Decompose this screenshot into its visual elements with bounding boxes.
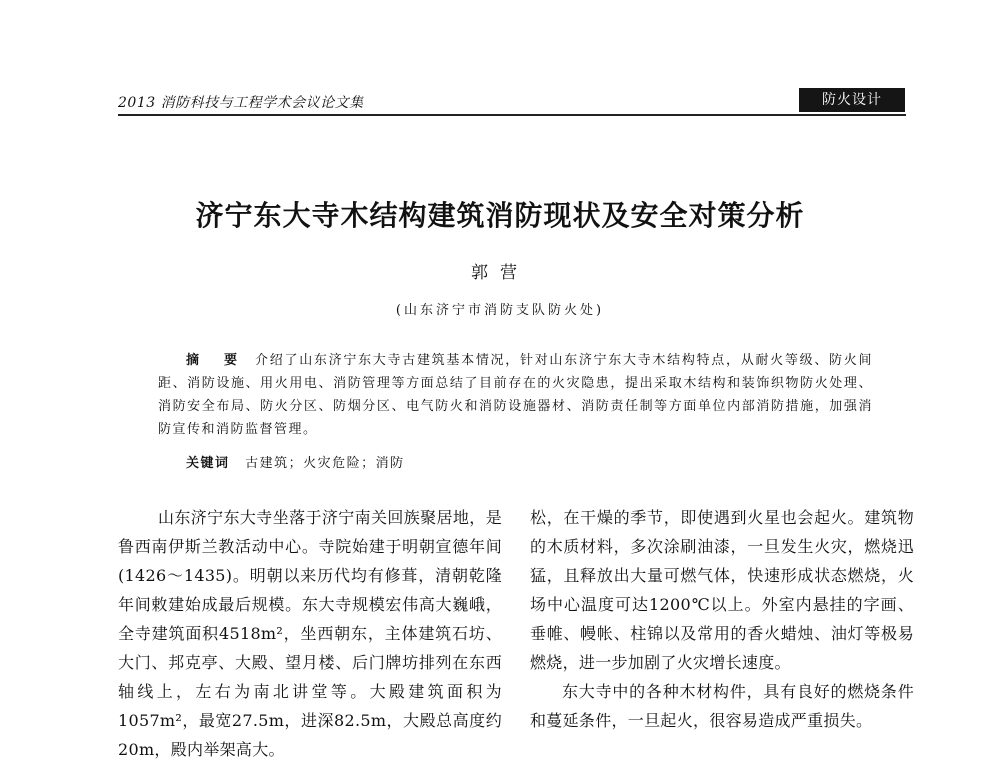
article-title: 济宁东大寺木结构建筑消防现状及安全对策分析 — [195, 199, 805, 232]
body-column-right — [530, 503, 914, 735]
body-column-left — [118, 503, 502, 764]
author-affiliation: (山东济宁市消防支队防火处) — [395, 303, 605, 318]
abstract-label: 摘 要 — [186, 353, 248, 368]
journal-header: 2013 消防科技与工程学术会议论文集 — [118, 95, 364, 111]
section-badge: 防火设计 — [799, 88, 905, 112]
author-name: 郭营 — [471, 263, 529, 283]
body-paragraph: 山东济宁东大寺坐落于济宁南关回族聚居地，是鲁西南伊斯兰教活动中心。寺院始建于明朝宣德年间(1426～1435)。明朝以来历代均有修葺，清朝乾隆年间敕建始成最后规模。东大寺规模宏伟高大巍峨，全寺建筑面积4518m²，坐西朝东，主体建筑石坊、大门、邦克亭、大殿、望月楼、后门牌坊排列在东西轴线上，左右为南北讲堂等。大殿建筑面积为1057m²，最宽27.5m，进深82.5m，大殿总高度约20m，殿内举架高大。 — [118, 508, 502, 759]
keywords — [186, 452, 866, 471]
abstract — [158, 349, 873, 441]
keywords-text: 古建筑；火灾危险；消防 — [245, 456, 405, 471]
header-divider — [118, 114, 906, 116]
keywords-label: 关键词 — [186, 456, 230, 471]
body-paragraph: 松，在干燥的季节，即使遇到火星也会起火。建筑物的木质材料，多次涂刷油漆，一旦发生火灾，燃烧迅猛，且释放出大量可燃气体，快速形成状态燃烧，火场中心温度可达1200℃以上。外室内悬挂的字画、垂帷、幔帐、柱锦以及常用的香火蜡烛、油灯等极易燃烧，进一步加剧了火灾增长速度。 — [530, 508, 914, 672]
abstract-text: 介绍了山东济宁东大寺古建筑基本情况，针对山东济宁东大寺木结构特点，从耐火等级、防火间距、消防设施、用火用电、消防管理等方面总结了目前存在的火灾隐患，提出采取木结构和装饰织物防火处理、消防安全布局、防火分区、防烟分区、电气防火和消防设施器材、消防责任制等方面单位内部消防措施，加强消防宣传和消防监督管理。 — [158, 353, 873, 437]
body-paragraph: 东大寺中的各种木材构件，具有良好的燃烧条件和蔓延条件，一旦起火，很容易造成严重损失。 — [530, 682, 914, 730]
